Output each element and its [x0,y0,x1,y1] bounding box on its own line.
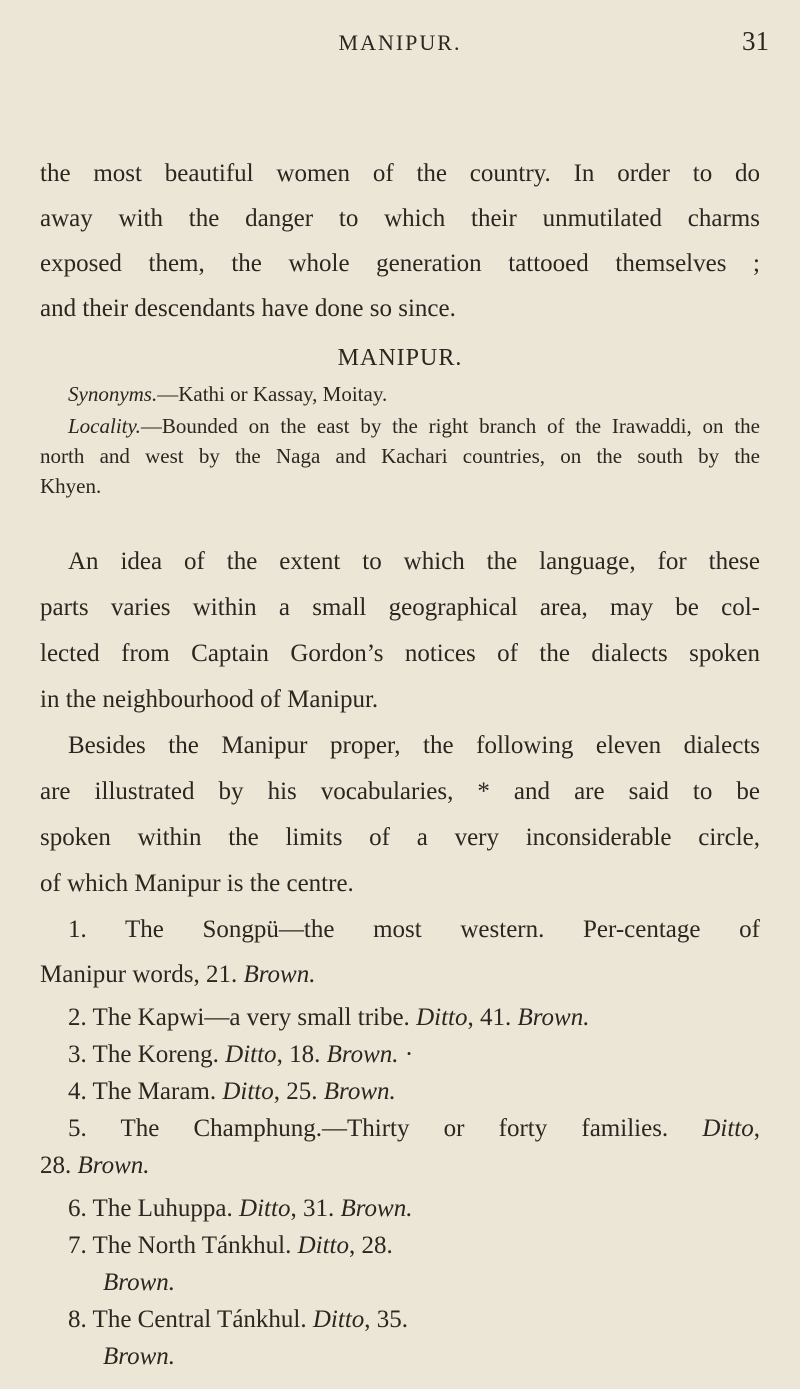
list-item [68,1232,393,1260]
paragraph-line: spoken within the limits of a very inconsiderable circle, [40,824,760,851]
locality-label: Locality. [68,414,141,438]
page-number: 31 [742,26,769,56]
paragraph-line: Besides the Manipur proper, the following eleven dialects [68,732,760,759]
item-italic: Ditto [239,1195,291,1222]
item-text: 28. [40,1152,78,1179]
item-italic: Ditto [702,1115,754,1142]
intro-line: exposed them, the whole generation tattooed themselves ; [40,250,760,277]
item-text: , 31. [290,1195,341,1222]
paragraph-line: of which Manipur is the centre. [40,870,354,897]
item-text: 5. The Champhung.—Thirty or forty families. [68,1115,703,1142]
item-text: , 41. [467,1004,518,1031]
item-text: 3. The Koreng. [68,1041,226,1068]
item-text: 2. The Kapwi—a very small tribe. [68,1004,417,1031]
item-italic: Ditto [416,1004,468,1031]
paragraph-line: parts varies within a small geographical area, may be col- [40,594,760,621]
synonyms-line [68,382,387,407]
running-head: MANIPUR. [338,30,462,55]
intro-line: and their descendants have done so since. [40,295,456,322]
item-text: 4. The Maram. [68,1078,223,1105]
intro-line: the most beautiful women of the country. In order to do [40,160,760,187]
list-item [68,1306,408,1334]
item-text: , 35. [364,1306,409,1333]
list-item [68,1004,589,1032]
list-item [40,961,315,989]
item-italic: Brown. [340,1195,413,1222]
section-title: MANIPUR. [337,345,463,371]
item-italic: Brown. [323,1078,396,1105]
item-text: , 25. [273,1078,324,1105]
list-item [40,1152,150,1180]
paragraph-line: lected from Captain Gordon’s notices of the dialects spoken [40,640,760,667]
item-italic: Brown. [243,961,316,988]
item-italic: Brown. [517,1004,590,1031]
item-italic: Ditto [222,1078,274,1105]
locality-line [68,414,760,439]
item-text: 8. The Central Tánkhul. [68,1306,313,1333]
list-item [68,1041,413,1069]
list-item [68,1078,396,1106]
item-text: , 28. [349,1232,393,1259]
item-text: 6. The Luhuppa. [68,1195,240,1222]
paragraph-line: in the neighbourhood of Manipur. [40,686,379,713]
list-item [68,1195,412,1223]
locality-text: —Bounded on the east by the right branch of the Irawaddi, on the [140,414,760,438]
item-text: · [398,1041,414,1068]
list-item: 1. The Songpü—the most western. Per-centage of [68,916,760,943]
item-text: , 18. [276,1041,327,1068]
item-text: , [753,1115,760,1142]
item-text: Manipur words, 21. [40,961,244,988]
item-italic: Ditto [297,1232,350,1259]
synonyms-label: Synonyms. [68,382,158,406]
item-italic: Brown. [77,1152,150,1179]
locality-line: Khyen. [40,474,102,498]
intro-line: away with the danger to which their unmutilated charms [40,205,760,232]
item-italic: Ditto [312,1306,365,1333]
synonyms-text: —Kathi or Kassay, Moitay. [157,382,388,406]
list-item: Brown. [103,1343,175,1370]
list-item [68,1115,760,1143]
list-item: Brown. [103,1269,175,1296]
item-italic: Ditto [225,1041,277,1068]
item-italic: Brown. [326,1041,399,1068]
paragraph-line: An idea of the extent to which the language, for these [68,548,760,575]
paragraph-line: are illustrated by his vocabularies, * and are said to be [40,778,760,805]
item-text: 7. The North Tánkhul. [68,1232,298,1259]
locality-line: north and west by the Naga and Kachari countries, on the south by the [40,444,760,468]
